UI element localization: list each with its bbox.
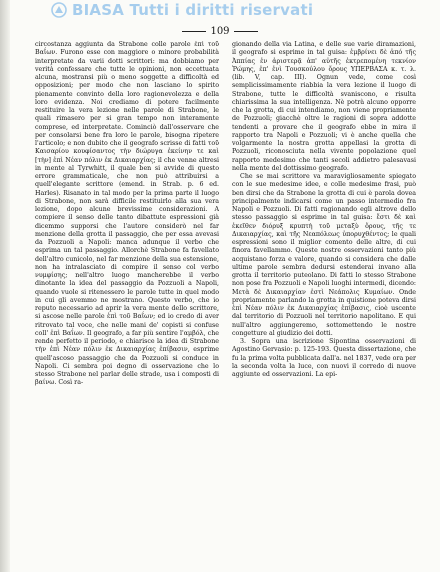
running-head xyxy=(0,26,440,38)
paragraph: gionando della via Latina, e delle sue varie diramazioni, il geografo si esprime in tal guisa: ἐμβρίνει δὲ ἀπό τῆς Ἀππίας ἐν ἀριστερᾷ ἀπ' αὐτῆς ἐκτρεπομένη τεκνίον Ῥώμης, ἐπ' ἐνὶ Τουσκούλου ὄρους ΥΠΕΡΒΑΣΑ κ. τ. λ. (lib. V, cap. III). Ognun vede, come così semplicissimamente riabbia la vera lezione il luogo di Strabone, tutte le difficoltà svaniscono, e risulta chiarissima la sua intelligenza. Nè potrà alcuno opporre che la grotta, di cui intendiamo, non viene propriamente de Pozzuoli; giacchè oltre le ragioni di sopra addotte tendenti a provare che il geografo ebbe in mira il rapporto tra Napoli e Pozzuoli; vi è anche quella che volgarmente la nostra grotta appellasi la grotta di Pozzuoli, riconosciuta nella vivente popolazione quel rapporto medesimo che tanti secoli addietro palesavasi nella mente del dottissimo geografo. xyxy=(232,41,416,172)
paragraph: circostanza aggiunta da Strabone colle parole ἐπὶ τοῦ Βαΐων. Furono esse con maggiore o minore probabilità interpretate da varii dotti scrittori: ma dobbiamo per verità confessare che tutte le opinioni, non eccettuata alcuna, mostransi più o meno soggette a difficoltà ed opposizioni; per modo che non lasciano lo spirito pienamente convinto della loro ragionevolezza e della loro evidenza. Noi crediamo di potere facilmente restituire la vera lezione nelle parole di Strabone, le quali rimasero per si gran tempo non interamente comprese, ed interpretate. Cominciò dall'osservare che per consolarsi bene fra loro le parole, bisogna ripetere l'articolo; e non dubito che il geografo scrisse di fatti τοῦ Καισαρίου κουφίσαντος τὴν διώρυγα ἐκείνην τε καὶ [τὴν] ἐπὶ Νέαν πόλιν ἐκ Δικαιαρχίας; il che venne altresi in mente al Tyrwhitt, il quale ben si avvide di questo errore grammaticale, che non può attribuirsi a quell'elegante scrittore (emend. in Strab. p. 6 ed. Harles). Risanato in tal modo per la prima parte il luogo di Strabone, non sarà difficile restituirlo alla sua vera lezione, dopo alcune brevissime considerazioni. A compiere il senso delle tanto dibattute espressioni già dicemmo supporsi che l'autore considerò nel far menzione della grotta il passaggio, che per essa avevasi da Pozzuoli a Napoli: manca adunque il verbo che esprima un tal passaggio. Allorchè Strabone fa favellato dell'altro cunicolo, nel far menzione della sua estensione, non ha intralasciato di compire il senso col verbo νυμφίσης; nell'altro luogo mancherebbe il verbo dinotante la idea del passaggio da Pozzuoli a Napoli, quando vuole si ritenessero le parole tutte in quel modo in cui gli avemmo ne mostrano. Questo verbo, che io reputo necessario ad aprir la vera mente dello scrittore, si ascose nelle parole ἐπὶ τοῦ Βαΐων; ed io credo di aver ritrovato tal voce, che nelle mani de' copisti si confuse coll' ἐπὶ Βαΐων. Il geografo, a far più sentire l'αμβόλ, che rende perfetto il periodo, e chiarisce la idea di Strabone τὴν ἐπὶ Νέαν πόλιν ἐκ Δικαιαρχίας ἐπίβασιν, esprime quell'ascoso passaggio che da Pozzuoli si conduce in Napoli. Ci sembra poi degno di osservazione che lo stesso Strabone nel parlar delle strade, usa i composti di βαίνω. Così ra- xyxy=(35,41,219,387)
book-spine-shadow xyxy=(0,0,10,572)
watermark xyxy=(0,0,440,20)
page-number: 109 xyxy=(210,26,230,37)
paragraph: Che se mai scrittore va maravigliosamente spiegato con le sue medesime idee, e colle medesime frasi, può ben dirsi che da Strabone la grotta di cui è parola dovea principalmente indicarsi come un passo intermedio fra Napoli e Pozzuoli. Di fatti ragionando egli altrove dello stesso passaggio si esprime in tal guisa: ἔστι δὲ καὶ ἐκεῖθεν διόρυξ κρυπτὴ τοῦ μεταξὺ ὄρους, τῆς τε Δικαιαρχίας, καὶ τῆς Νεαπόλεως ὑπορυχθέντος; le quali espressioni sono il miglior comento delle altre, di cui finora favellammo. Queste nostre osservazioni tanto più acquistano forza e valore, quando si considera che dalle ultime parole sembra dedursi estenderai invano alla grotta il territorio puteolano. Di fatti lo stesso Strabone non pose fra Pozzuoli e Napoli luoghi intermedi, dicendo: Μετὰ δὲ Δικαιαρχίαν ἐστὶ Νεάπολις Κυμαίων. Onde propriamente parlando la grotta in quistione poteva dirsi ἐπὶ Νέαν πόλιν ἐκ Δικαιαρχίας ἐπίβασις, cioè uscente dal territorio di Pozzuoli nel territorio napolitano. E qui null'altro aggiungeremo, sottomettendo le nostre congetture al giudizio dei dotti. xyxy=(232,173,416,337)
left-column xyxy=(35,41,219,567)
library-logo-icon xyxy=(51,2,67,18)
watermark-text: BIASA Tutti i diritti riservati xyxy=(72,1,314,19)
right-column xyxy=(232,41,416,567)
paragraph: 3. Sopra una iscrizione Sipontina osservazioni di Agostino Gervasio: p. 125-193. Questa dissertazione, che fu la prima volta pubblicata dall'a. nel 1837, vede ora per la seconda volta la luce, con nuovi il corredo di nuove aggiunte ed osservazioni. La epi- xyxy=(232,338,416,378)
head-rule-left xyxy=(182,31,206,32)
head-rule-right xyxy=(234,31,258,32)
